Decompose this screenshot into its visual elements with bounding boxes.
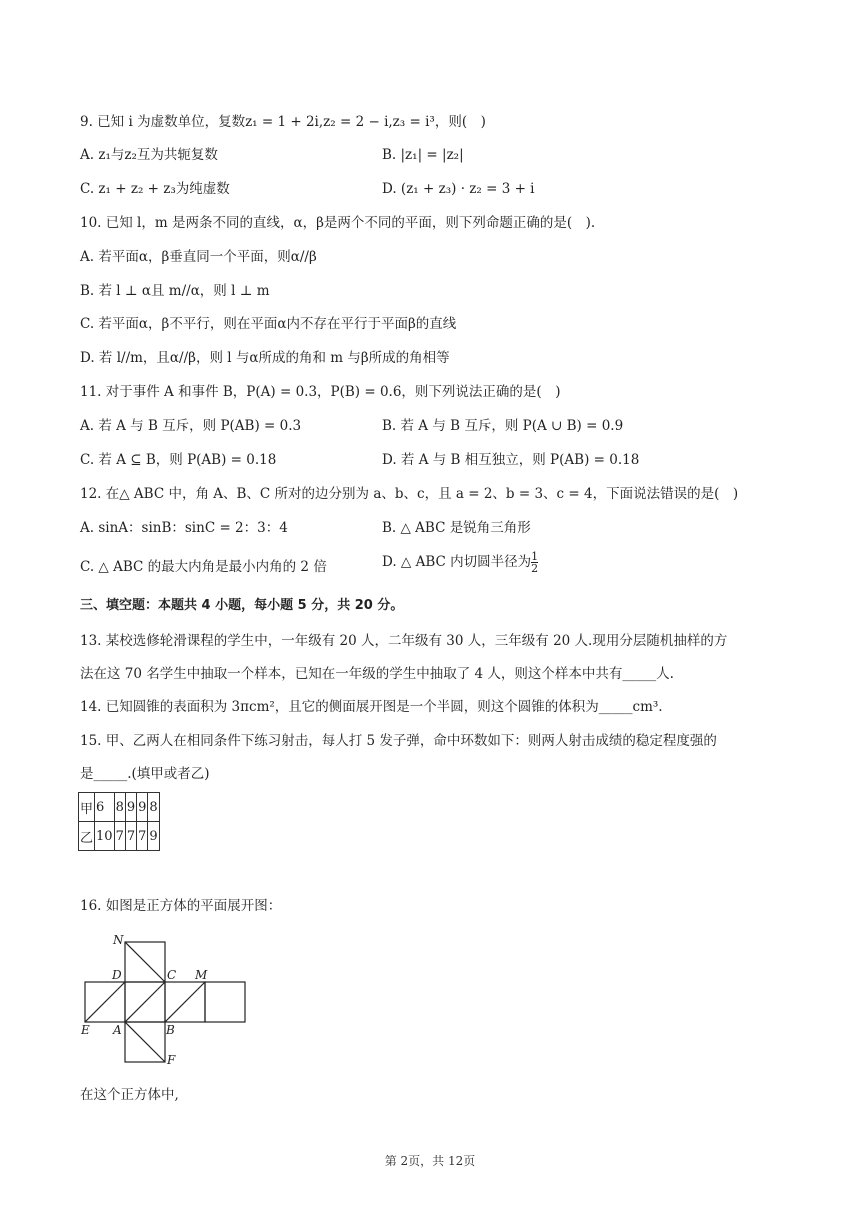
table-cell: 7: [137, 822, 148, 851]
q9-option-a: A. z₁与z₂互为共轭复数: [80, 147, 218, 163]
diagonal-nc: [125, 942, 165, 982]
q14-text: 14. 已知圆锥的表面积为 3πcm²，且它的侧面展开图是一个半圆，则这个圆锥的体积为_____cm³.: [80, 699, 663, 715]
label-c: C: [167, 968, 177, 982]
q10-option-c: C. 若平面α，β不平行，则在平面α内不存在平行于平面β的直线: [80, 316, 457, 332]
label-m: M: [195, 968, 208, 982]
fraction-one-half: [531, 551, 538, 574]
label-b: B: [166, 1023, 175, 1037]
q12-option-d-text: D. △ ABC 内切圆半径为: [382, 554, 532, 570]
q9-option-d: D. (z₁ + z₃) · z₂ = 3 + i: [382, 181, 535, 197]
q16-after-text: 在这个正方体中,: [80, 1087, 179, 1103]
diagonal-ed: [85, 982, 125, 1022]
fraction-denominator: 2: [531, 562, 539, 575]
q11-option-d: D. 若 A 与 B 相互独立，则 P(AB) = 0.18: [382, 452, 640, 468]
diagonal-ac: [125, 982, 165, 1022]
fraction-numerator: 1: [531, 550, 539, 563]
q15-line-1: 15. 甲、乙两人在相同条件下练习射击，每人打 5 发子弹，命中环数如下：则两人射击成绩的稳定程度强的: [80, 733, 717, 749]
q13-line-1: 13. 某校选修轮滑课程的学生中，一年级有 20 人，二年级有 30 人，三年级有 20 人.现用分层随机抽样的方: [80, 633, 728, 649]
q12-option-b: B. △ ABC 是锐角三角形: [382, 520, 531, 536]
table-cell: 8: [148, 793, 159, 822]
q9-stem: 9. 已知 i 为虚数单位，复数z₁ = 1 + 2i,z₂ = 2 − i,z₃ = i³，则( ): [80, 114, 486, 130]
net-square-far-right: [205, 982, 245, 1022]
table-cell: 乙: [79, 822, 95, 851]
q10-option-d: D. 若 l//m，且α//β，则 l 与α所成的角和 m 与β所成的角相等: [80, 350, 450, 366]
q9-option-c: C. z₁ + z₂ + z₃为纯虚数: [80, 181, 230, 197]
q15-line-2: 是_____.(填甲或者乙): [80, 766, 210, 782]
q11-option-c: C. 若 A ⊆ B，则 P(AB) = 0.18: [80, 452, 277, 468]
label-d: D: [112, 968, 122, 982]
q12-option-c: C. △ ABC 的最大内角是最小内角的 2 倍: [80, 559, 327, 575]
q12-option-d: [382, 551, 538, 574]
cube-net-diagram: [75, 928, 255, 1068]
table-row: [79, 822, 160, 851]
q9-option-b: B. |z₁| = |z₂|: [382, 147, 464, 163]
diagonal-af: [125, 1022, 165, 1062]
label-e: E: [81, 1023, 90, 1037]
table-row: [79, 793, 160, 822]
diagonal-bm: [165, 982, 205, 1022]
section-heading: 三、填空题：本题共 4 小题，每小题 5 分，共 20 分。: [80, 598, 404, 613]
table-cell: 9: [148, 822, 159, 851]
q10-option-a: A. 若平面α，β垂直同一个平面，则α//β: [80, 249, 317, 265]
table-cell: 6: [95, 793, 115, 822]
table-cell: 10: [95, 822, 115, 851]
page-footer: 第 2页，共 12页: [384, 1154, 476, 1168]
table-cell: 7: [114, 822, 125, 851]
table-cell: 9: [125, 793, 136, 822]
q11-option-a: A. 若 A 与 B 互斥，则 P(AB) = 0.3: [80, 418, 302, 434]
q16-stem: 16. 如图是正方体的平面展开图：: [80, 898, 282, 914]
q10-option-b: B. 若 l ⊥ α且 m//α，则 l ⊥ m: [80, 283, 270, 299]
table-cell: 9: [137, 793, 148, 822]
table-cell: 7: [125, 822, 136, 851]
q13-line-2: 法在这 70 名学生中抽取一个样本，已知在一年级的学生中抽取了 4 人，则这个样本中共有_____人.: [80, 666, 674, 682]
table-cell: 8: [114, 793, 125, 822]
table-cell: 甲: [79, 793, 95, 822]
q11-stem: 11. 对于事件 A 和事件 B，P(A) = 0.3，P(B) = 0.6，则下列说法正确的是( ): [80, 384, 561, 400]
q12-option-a: A. sinA：sinB：sinC = 2：3：4: [80, 520, 288, 536]
q10-stem: 10. 已知 l，m 是两条不同的直线，α，β是两个不同的平面，则下列命题正确的是( ).: [80, 215, 596, 231]
label-n: N: [113, 933, 124, 947]
score-table: [78, 792, 160, 851]
q12-stem: 12. 在△ ABC 中，角 A、B、C 所对的边分别为 a、b、c，且 a = 2、b = 3、c = 4，下面说法错误的是( ): [80, 486, 739, 502]
label-a: A: [113, 1023, 122, 1037]
label-f: F: [167, 1053, 176, 1067]
q11-option-b: B. 若 A 与 B 互斥，则 P(A ∪ B) = 0.9: [382, 418, 624, 434]
